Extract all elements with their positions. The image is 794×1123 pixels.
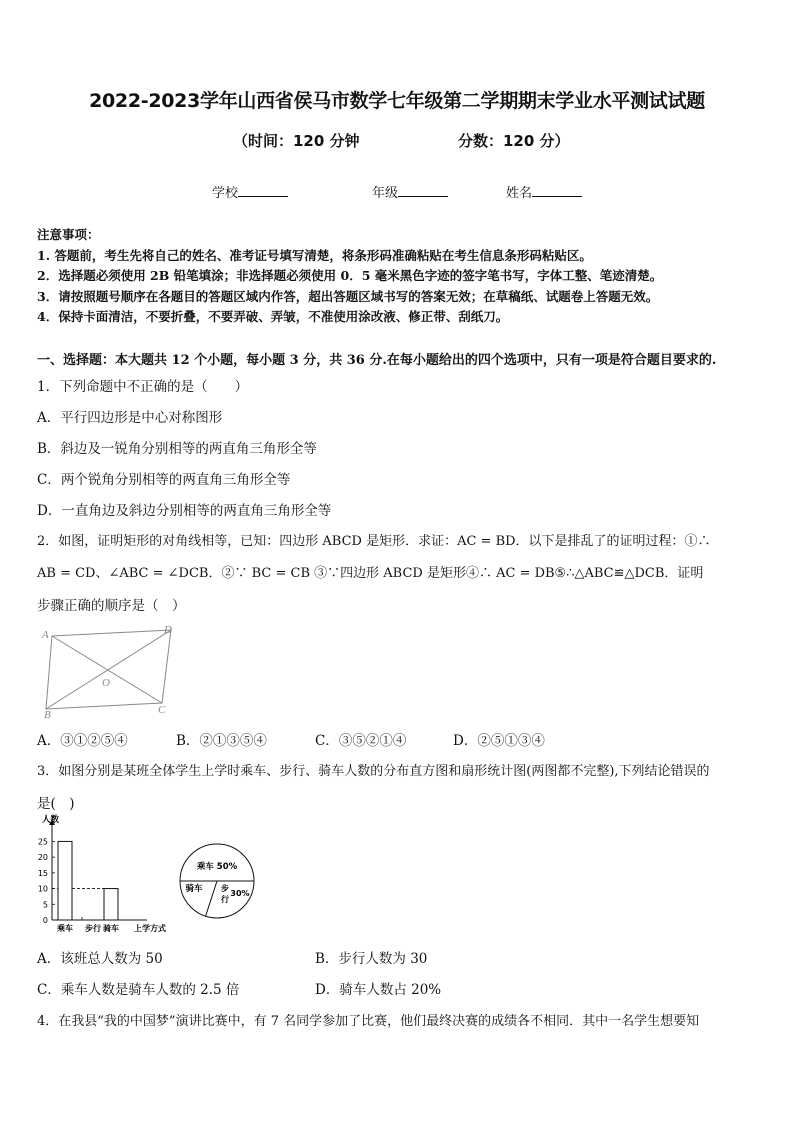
bar-骑车 xyxy=(104,889,118,920)
y-tick-label: 0 xyxy=(42,916,48,925)
x-tick-label: 乘车 xyxy=(57,924,73,933)
bar-乘车 xyxy=(58,841,72,920)
school-blank xyxy=(238,184,288,197)
y-tick-label: 20 xyxy=(37,853,48,863)
notice-item: 3．请按照题号顺序在各题目的答题区域内作答，超出答题区域书写的答案无效；在草稿纸、试题卷上答题无效。 xyxy=(37,289,659,304)
pie-chart xyxy=(176,840,258,922)
question-3-line-2: 是( ) xyxy=(37,796,75,812)
question-1-option-a: A．平行四边形是中心对称图形 xyxy=(37,410,223,426)
x-axis-title: 上学方式 xyxy=(134,924,166,933)
rectangle-figure xyxy=(38,620,183,720)
exam-score: 分数：120 分） xyxy=(458,132,570,150)
question-3-option-d: D．骑车人数占 20% xyxy=(315,982,442,998)
question-2-line-3: 步骤正确的顺序是（ ） xyxy=(37,598,186,614)
question-2-option-c: C．③⑤②①④ xyxy=(315,733,407,749)
question-3-option-a: A．该班总人数为 50 xyxy=(37,951,163,967)
vertex-label-b: B xyxy=(44,709,51,720)
center-label-o: O xyxy=(102,677,110,689)
name-field xyxy=(506,182,582,201)
notice-heading: 注意事项： xyxy=(37,227,100,242)
vertex-label-a: A xyxy=(42,629,49,641)
y-tick-label: 5 xyxy=(42,900,48,910)
y-tick-label: 10 xyxy=(37,884,48,894)
pie-label-骑车: 骑车 xyxy=(185,884,203,894)
question-2-line-1: 2．如图，证明矩形的对角线相等，已知：四边形 ABCD 是矩形．求证：AC = BD．以下是排乱了的证明过程：①∴ xyxy=(37,534,711,549)
page-title: 2022-2023学年山西省侯马市数学七年级第二学期期末学业水平测试试题 xyxy=(89,90,705,112)
name-label: 姓名 xyxy=(506,186,533,201)
question-2-option-a: A．③①②⑤④ xyxy=(37,733,128,749)
y-axis-title: 人数 xyxy=(42,815,60,825)
question-3-line-1: 3．如图分别是某班全体学生上学时乘车、步行、骑车人数的分布直方图和扇形统计图(两图都不完整),下列结论错误的 xyxy=(37,764,710,779)
notice-item: 1. 答题前，考生先将自己的姓名、准考证号填写清楚，将条形码准确粘贴在考生信息条形码粘贴区。 xyxy=(37,248,592,263)
x-tick-label: 步行 xyxy=(85,924,101,933)
pie-label-乘车: 乘车 50% xyxy=(196,862,238,872)
bar-chart xyxy=(34,812,174,938)
question-1-option-d: D．一直角边及斜边分别相等的两直角三角形全等 xyxy=(37,503,332,519)
question-2-option-b: B．②①③⑤④ xyxy=(176,733,267,749)
notice-item: 4．保持卡面清洁，不要折叠，不要弄破、弄皱，不准使用涂改液、修正带、刮纸刀。 xyxy=(37,309,509,324)
y-tick-label: 15 xyxy=(37,868,48,878)
exam-time: （时间：120 分钟 xyxy=(233,132,360,150)
question-2-line-2: AB = CD、∠ABC = ∠DCB．②∵ BC = CB ③∵四边形 ABCD 是矩形④∴ AC = DB⑤∴△ABC≌△DCB．证明 xyxy=(37,566,704,581)
pie-label-步行-b: 行 xyxy=(221,895,229,904)
question-4-line-1: 4．在我县“我的中国梦”演讲比赛中，有 7 名同学参加了比赛，他们最终决赛的成绩各不相同．其中一名学生想要知 xyxy=(37,1014,700,1029)
question-2-option-d: D．②⑤①③④ xyxy=(453,733,545,749)
vertex-label-c: C xyxy=(158,704,166,716)
pie-value-步行: 30% xyxy=(230,889,250,898)
vertex-label-d: D xyxy=(164,624,172,636)
question-3-option-b: B．步行人数为 30 xyxy=(315,951,428,967)
grade-field xyxy=(372,182,448,201)
question-3-option-c: C．乘车人数是骑车人数的 2.5 倍 xyxy=(37,982,240,998)
question-1-stem: 1．下列命题中不正确的是（ ） xyxy=(37,379,249,395)
pie-label-步行-a: 步 xyxy=(221,884,229,893)
question-1-option-c: C．两个锐角分别相等的两直角三角形全等 xyxy=(37,472,291,488)
school-field xyxy=(212,182,288,201)
grade-blank xyxy=(398,184,448,197)
grade-label: 年级 xyxy=(372,186,399,201)
section-heading: 一、选择题：本大题共 12 个小题，每小题 3 分，共 36 分.在每小题给出的四个选项中，只有一项是符合题目要求的. xyxy=(37,353,717,368)
y-tick-label: 25 xyxy=(37,837,48,847)
notice-item: 2．选择题必须使用 2B 铅笔填涂；非选择题必须使用 0．5 毫米黑色字迹的签字笔书写，字体工整、笔迹清楚。 xyxy=(37,268,663,283)
x-tick-label: 骑车 xyxy=(103,924,119,933)
question-1-option-b: B．斜边及一锐角分别相等的两直角三角形全等 xyxy=(37,441,317,457)
school-label: 学校 xyxy=(212,186,239,201)
name-blank xyxy=(532,184,582,197)
